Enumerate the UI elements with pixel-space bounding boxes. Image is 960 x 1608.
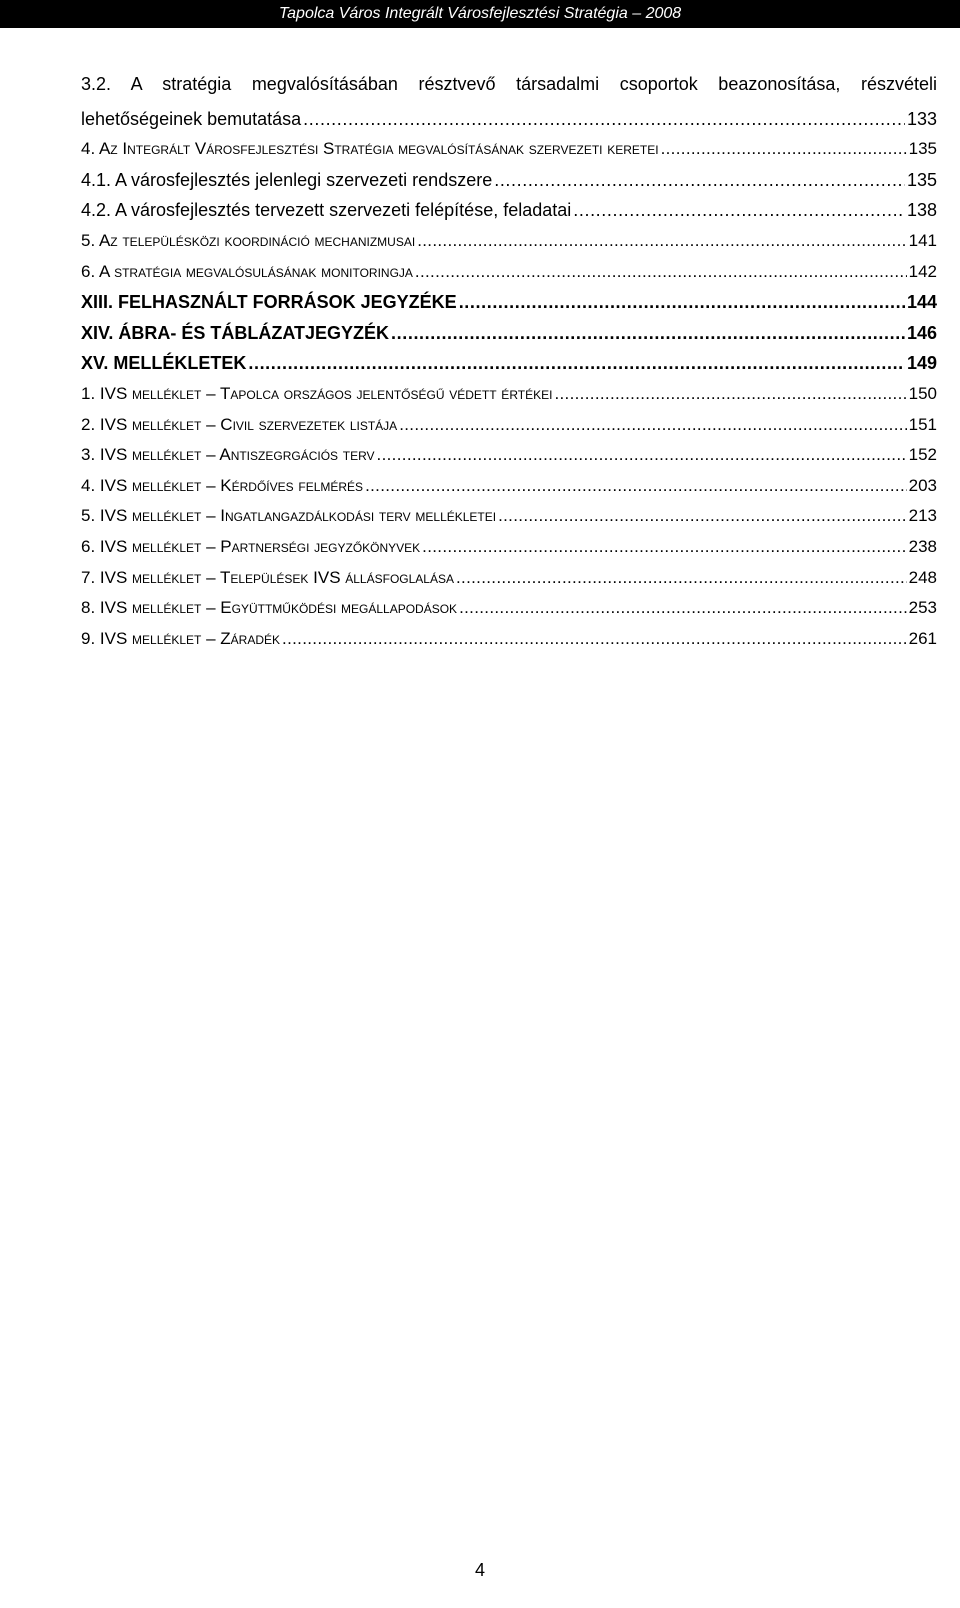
toc-page-number: 253 [908, 598, 937, 618]
toc-entry-4-2[interactable] [81, 191, 937, 222]
toc-page-number: 203 [908, 475, 937, 495]
toc-entry-text: 9. IVS melléklet – Záradék [81, 628, 281, 648]
toc-entry-text: 4.1. A városfejlesztés jelenlegi szervezeti rendszere [81, 169, 493, 190]
toc-entry-annex-5[interactable] [81, 497, 937, 528]
toc-entry-text: 3. IVS melléklet – Antiszegrgációs terv [81, 445, 375, 465]
toc-entry-xiii[interactable] [81, 283, 937, 314]
toc-entry-annex-2[interactable] [81, 405, 937, 436]
toc-leader-dots [415, 261, 907, 283]
toc-page-number: 152 [908, 445, 937, 465]
toc-leader-dots [303, 108, 905, 130]
toc-entry-text: 6. IVS melléklet – Partnerségi jegyzőkönyvek [81, 536, 421, 556]
toc-page-number: 238 [908, 536, 937, 556]
toc-leader-dots [554, 383, 906, 405]
running-header [0, 0, 960, 28]
toc-entry-text: lehetőségeinek bemutatása [81, 108, 302, 129]
toc-entry-text: 1. IVS melléklet – Tapolca országos jelentőségű védett értékei [81, 383, 553, 403]
toc-entry-text: XV. MELLÉKLETEK [81, 353, 247, 374]
toc-leader-dots [365, 475, 907, 497]
toc-entry-text: 2. IVS melléklet – Civil szervezetek listája [81, 414, 398, 434]
toc-leader-dots [456, 567, 907, 589]
toc-page-number: 135 [906, 169, 937, 190]
toc-page-number: 144 [906, 292, 937, 313]
toc-leader-dots [391, 322, 905, 344]
toc-page-number: 248 [908, 567, 937, 587]
toc-page-number: 151 [908, 414, 937, 434]
toc-entry-annex-3[interactable] [81, 436, 937, 467]
table-of-contents [81, 70, 937, 650]
toc-leader-dots [282, 628, 907, 650]
toc-entry-4-1[interactable] [81, 160, 937, 191]
toc-entry-text: 4. Az Integrált Városfejlesztési Stratégia megvalósításának szervezeti keretei [81, 139, 659, 159]
toc-entry-xv[interactable] [81, 344, 937, 375]
toc-page-number: 213 [908, 506, 937, 526]
toc-page-number: 138 [906, 200, 937, 221]
toc-entry-annex-8[interactable] [81, 589, 937, 620]
toc-leader-dots [573, 199, 905, 221]
toc-entry-text: XIV. ÁBRA- ÉS TÁBLÁZATJEGYZÉK [81, 322, 390, 343]
toc-entry-xiv[interactable] [81, 313, 937, 344]
toc-leader-dots [417, 230, 906, 252]
toc-leader-dots [494, 169, 905, 191]
toc-entry-annex-6[interactable] [81, 527, 937, 558]
toc-entry-5[interactable] [81, 221, 937, 252]
toc-page-number: 141 [908, 230, 937, 250]
toc-entry-6[interactable] [81, 252, 937, 283]
toc-leader-dots [459, 597, 907, 619]
toc-entry-text: 7. IVS melléklet – Települések IVS állásfoglalása [81, 567, 454, 587]
toc-entry-text: 5. Az településközi koordináció mechanizmusai [81, 230, 416, 250]
toc-entry-text: 6. A stratégia megvalósulásának monitoringja [81, 261, 413, 281]
toc-entry-4[interactable] [81, 130, 937, 161]
toc-entry-annex-7[interactable] [81, 558, 937, 589]
toc-page-number: 146 [906, 322, 937, 343]
toc-page-number: 135 [908, 139, 937, 159]
toc-page-number: 261 [908, 628, 937, 648]
toc-entry-text: 4. IVS melléklet – Kérdőíves felmérés [81, 475, 364, 495]
toc-leader-dots [248, 352, 905, 374]
toc-entry-3-2[interactable] [81, 99, 937, 130]
toc-entry-annex-9[interactable] [81, 619, 937, 650]
document-title: Tapolca Város Integrált Városfejlesztési Stratégia – 2008 [278, 5, 682, 22]
toc-page-number: 149 [906, 353, 937, 374]
toc-entry-text: XIII. FELHASZNÁLT FORRÁSOK JEGYZÉKE [81, 292, 457, 313]
toc-leader-dots [498, 505, 907, 527]
toc-leader-dots [459, 291, 905, 313]
toc-entry-3-2-first-line[interactable]: 3.2. A stratégia megvalósításában résztvevő társadalmi csoportok beazonosítása, részvételi [81, 74, 937, 94]
toc-page-number: 133 [906, 108, 937, 129]
toc-entry-text: 5. IVS melléklet – Ingatlangazdálkodási terv mellékletei [81, 506, 497, 526]
toc-page-number: 150 [908, 383, 937, 403]
toc-leader-dots [661, 138, 907, 160]
toc-entry-annex-4[interactable] [81, 466, 937, 497]
toc-entry-text: 4.2. A városfejlesztés tervezett szervezeti felépítése, feladatai [81, 200, 572, 221]
toc-entry-text: 8. IVS melléklet – Együttműködési megállapodások [81, 598, 458, 618]
page-number: 4 [474, 1560, 485, 1580]
toc-leader-dots [422, 536, 906, 558]
toc-leader-dots [377, 444, 907, 466]
toc-page-number: 142 [908, 261, 937, 281]
toc-leader-dots [399, 414, 906, 436]
toc-entry-annex-1[interactable] [81, 374, 937, 405]
